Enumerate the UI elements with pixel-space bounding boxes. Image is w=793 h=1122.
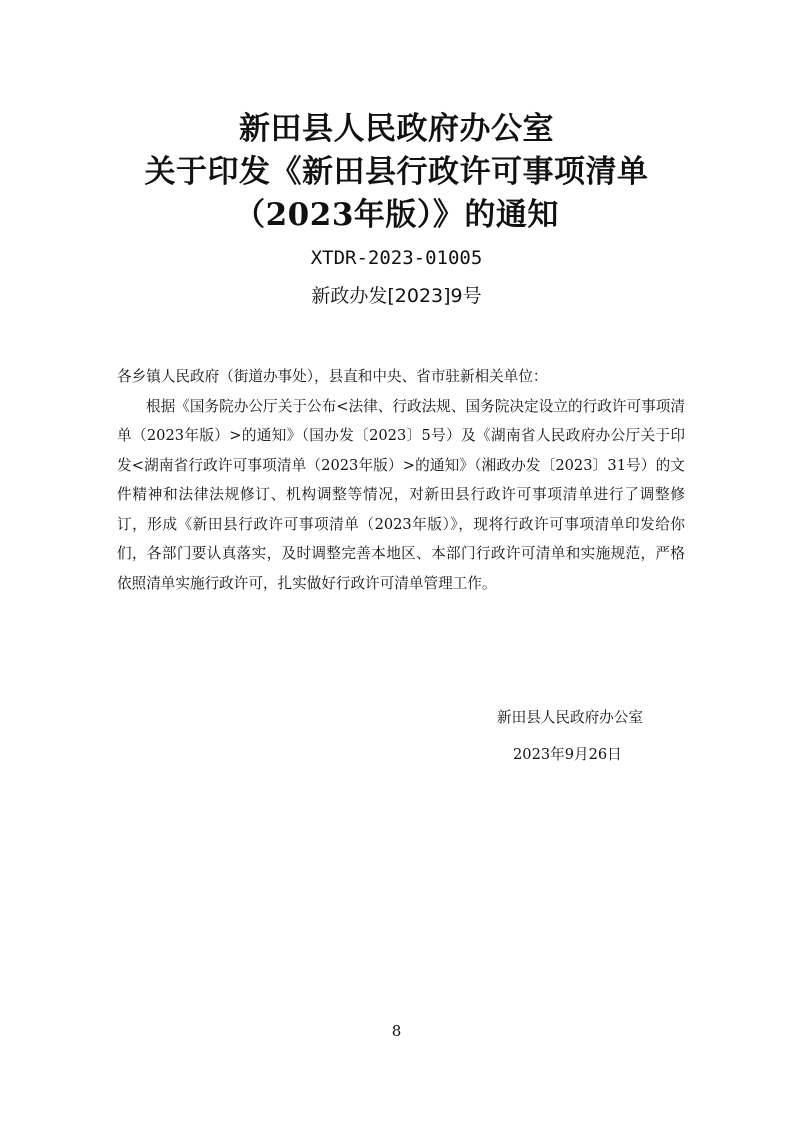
title-line-3: （2023年版）》的通知 [234, 197, 559, 233]
title-line-1: 新田县人民政府办公室 [239, 111, 554, 147]
salutation: 各乡镇人民政府（街道办事处），县直和中央、省市驻新相关单位： [117, 368, 548, 385]
document-title [0, 108, 793, 237]
signature-organization: 新田县人民政府办公室 [497, 709, 643, 726]
title-line-2: 关于印发《新田县行政许可事项清单 [144, 154, 649, 190]
page-number: 8 [391, 1022, 402, 1040]
document-number: 新政办发[2023]9号 [311, 285, 482, 307]
document-body [117, 362, 685, 598]
body-paragraph: 根据《国务院办公厅关于公布<法律、行政法规、国务院决定设立的行政许可事项清单（2023年版）>的通知》（国办发〔2023〕5号）及《湖南省人民政府办公厅关于印发<湖南省行政许可事项清单（2023年版）>的通知》（湘政办发〔2023〕31号）的文件精神和法律法规修订、机构调整等情况，对新田县行政许可事项清单进行了调整修订，形成《新田县行政许可事项清单（2023年版）》，现将行政许可事项清单印发给你们，各部门要认真落实，及时调整完善本地区、本部门行政许可清单和实施规范，严格依照清单实施行政许可，扎实做好行政许可清单管理工作。 [117, 397, 685, 592]
signature-date: 2023年9月26日 [513, 746, 622, 763]
document-code: XTDR-2023-01005 [310, 247, 483, 269]
